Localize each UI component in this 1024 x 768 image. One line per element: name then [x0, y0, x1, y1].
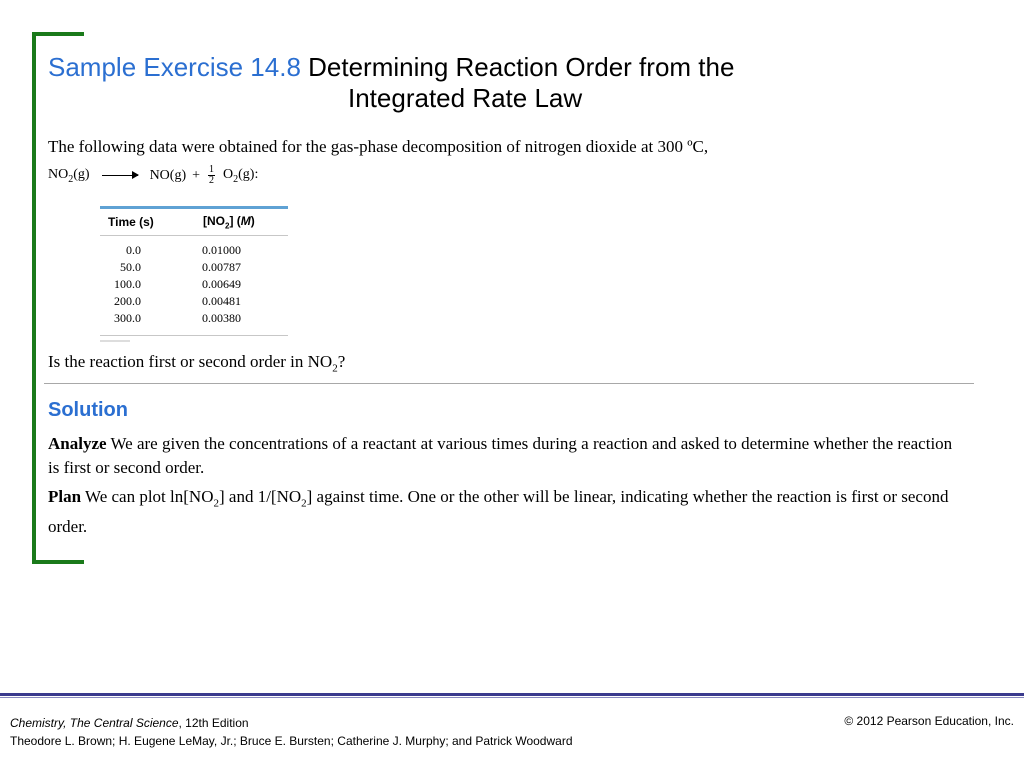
cell-time: 300.0: [114, 311, 141, 325]
cell-time: 0.0: [126, 243, 141, 257]
solution-heading: Solution: [48, 399, 128, 421]
header-concentration: $[NO_2]$ (M): [203, 213, 255, 231]
reaction-arrow-icon: [102, 175, 138, 176]
table-bottom-border: [100, 335, 288, 336]
equation-plus: +: [192, 167, 201, 183]
equation-reactant: $NO_2(g)$: [48, 166, 90, 185]
cell-concentration: 0.00481: [202, 294, 241, 308]
intro-text: The following data were obtained for the gas-phase decomposition of nitrogen dioxide at 300 ºC,: [48, 137, 709, 156]
cell-time: 100.0: [114, 277, 141, 291]
analyze-paragraph: [48, 432, 958, 480]
plan-label: Plan: [48, 487, 82, 506]
table-row: [100, 310, 288, 327]
title-line1: Determining Reaction Order from the: [308, 52, 735, 82]
cell-time: 50.0: [120, 260, 141, 274]
table-footnote-mark: [100, 340, 130, 342]
cell-concentration: 0.00380: [202, 311, 241, 325]
data-table: [100, 206, 288, 342]
footer-book-title: Chemistry, The Central Science: [10, 716, 179, 730]
question-text: Is the reaction first or second order in $NO_2$?: [48, 352, 346, 375]
table-row: [100, 259, 288, 276]
cell-concentration: 0.01000: [202, 243, 241, 257]
table-row: [100, 293, 288, 310]
equation-product2: $O_2(g)$:: [223, 166, 259, 185]
equation-product1: NO(g): [149, 167, 187, 183]
cell-time: 200.0: [114, 294, 141, 308]
slide-bracket-top: [32, 32, 84, 36]
table-row: [100, 276, 288, 293]
slide-title: [48, 52, 868, 114]
analyze-text: We are given the concentrations of a reactant at various times during a reaction and asked to determine whether the reaction is first or second order.: [48, 434, 953, 477]
footer-authors: Theodore L. Brown; H. Eugene LeMay, Jr.; Bruce E. Bursten; Catherine J. Murphy; and Patrick Woodward: [10, 734, 573, 748]
table-row: [100, 242, 288, 259]
cell-concentration: 0.00649: [202, 277, 241, 291]
exercise-label: Sample Exercise 14.8: [48, 52, 301, 82]
footer-rule-thin: [0, 697, 1024, 698]
footer-citation: [10, 714, 573, 750]
cell-concentration: 0.00787: [202, 260, 241, 274]
plan-paragraph: [48, 485, 958, 539]
title-line2: Integrated Rate Law: [348, 83, 583, 113]
slide-bracket-vertical: [32, 32, 36, 564]
footer-book-line: [10, 714, 573, 732]
footer-rule: [0, 693, 1024, 696]
table-header-row: [100, 209, 288, 236]
reaction-equation: [48, 165, 258, 186]
footer-edition: , 12th Edition: [178, 716, 249, 730]
section-divider: [44, 383, 974, 384]
footer-copyright: © 2012 Pearson Education, Inc.: [844, 714, 1014, 728]
header-time: Time (s): [108, 215, 154, 229]
analyze-label: Analyze: [48, 434, 107, 453]
equation-fraction: $\frac{1}{2}$: [209, 164, 215, 186]
plan-text: We can plot $\ln[NO_2]$ and $1/[NO_2]$ against time. One or the other will be linear, indicating whether the reaction is first or second order.: [48, 487, 949, 537]
slide-bracket-bottom: [32, 560, 84, 564]
